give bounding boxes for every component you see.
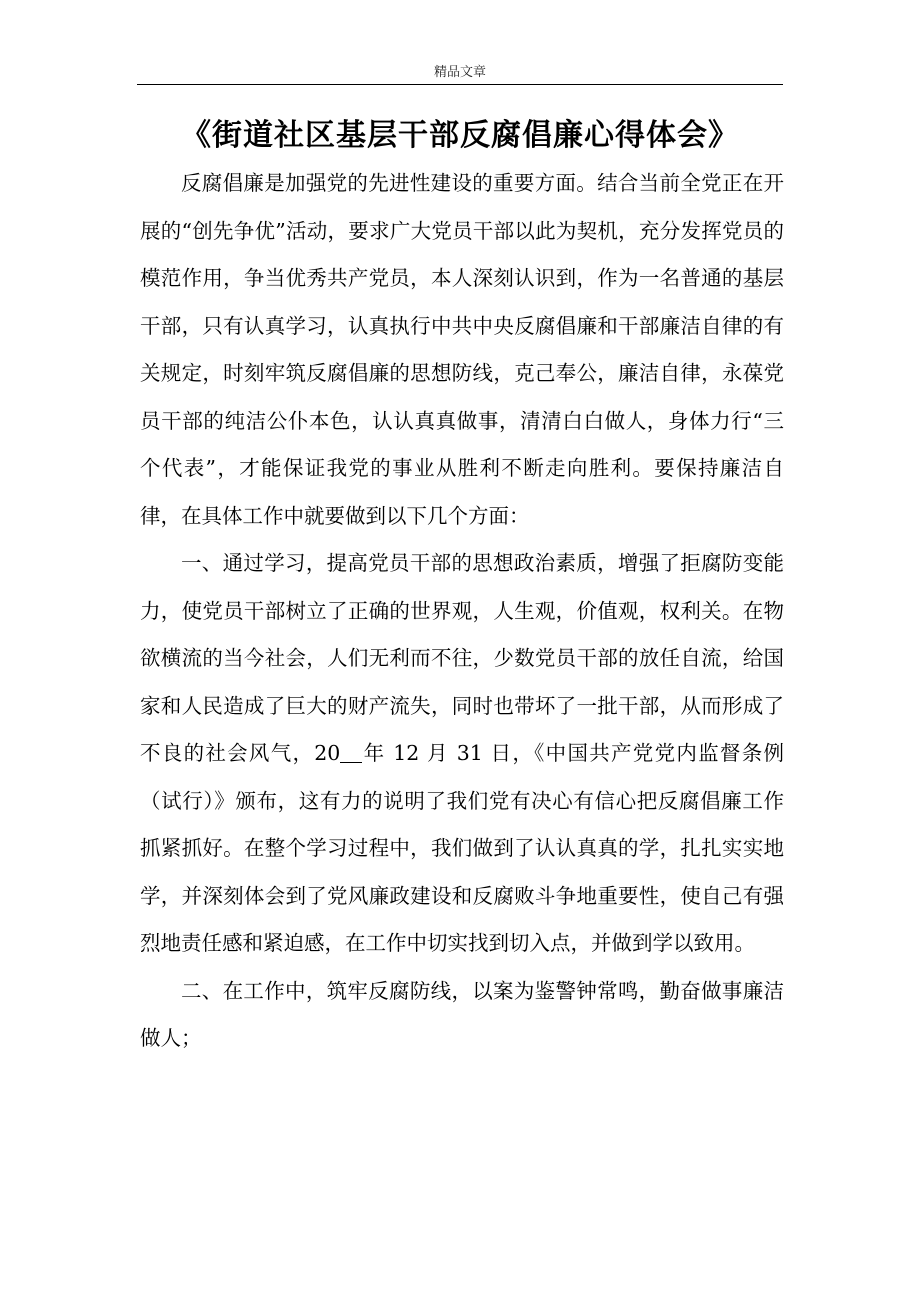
- paragraph-point-two: 二、在工作中，筑牢反腐防线，以案为鉴警钟常鸣，勤奋做事廉洁做人；: [140, 978, 784, 1050]
- paragraph-intro: 反腐倡廉是加强党的先进性建设的重要方面。结合当前全党正在开展的“创先争优”活动，要求广大党员干部以此为契机，充分发挥党员的模范作用，争当优秀共产党员，本人深刻认识到，作为一名普通的基层干部，只有认真学习，认真执行中共中央反腐倡廉和干部廉洁自律的有关规定，时刻牢筑反腐倡廉的思想防线，克己奉公，廉洁自律，永葆党员干部的纯洁公仆本色，认认真真做事，清清白白做人，身体力行“三个代表”，才能保证我党的事业从胜利不断走向胜利。要保持廉洁自律，在具体工作中就要做到以下几个方面：: [140, 171, 784, 528]
- document-body: [140, 160, 784, 1063]
- document-title: 《街道社区基层干部反腐倡廉心得体会》: [181, 118, 739, 153]
- header-divider: [137, 84, 783, 85]
- year-blank-underline: [340, 742, 362, 764]
- paragraph-point-one-part-a: 一、通过学习，提高党员干部的思想政治素质，增强了拒腐防变能力，使党员干部树立了正确的世界观，人生观，价值观，权利关。在物欲横流的当今社会，人们无利而不往，少数党员干部的放任自流，给国家和人民造成了巨大的财产流失，同时也带坏了一批干部，从而形成了不良的社会风气，20: [140, 551, 784, 765]
- paragraph-point-one: [140, 540, 784, 968]
- paragraph-point-one-part-b: 年 12 月 31 日，《中国共产党党内监督条例（试行）》颁布，这有力的说明了我们党有决心有信心把反腐倡廉工作抓紧抓好。在整个学习过程中，我们做到了认认真真的学，扎扎实实地学，并深刻体会到了党风廉政建设和反腐败斗争地重要性，使自己有强烈地责任感和紧迫感，在工作中切实找到切入点，并做到学以致用。: [140, 741, 784, 955]
- page-header-label: 精品文章: [433, 65, 486, 80]
